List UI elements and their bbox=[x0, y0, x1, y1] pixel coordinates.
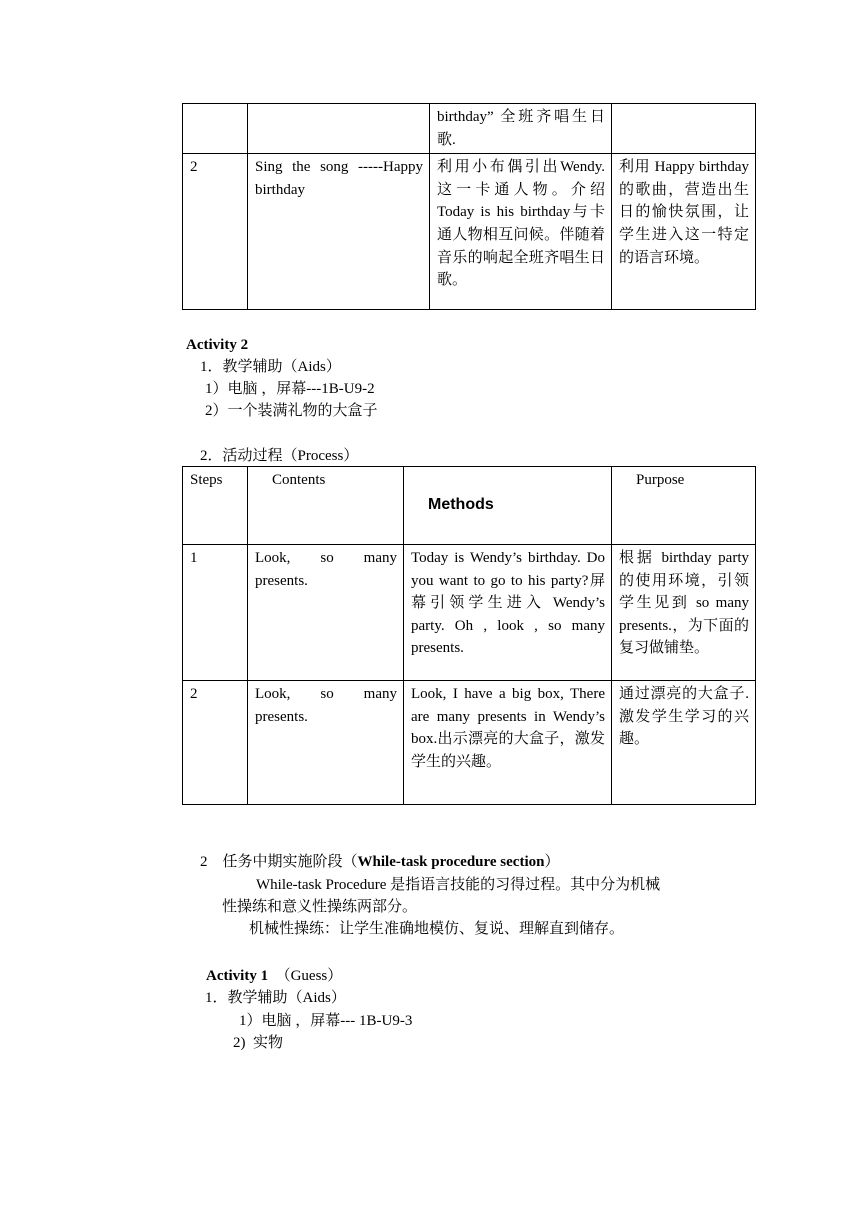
step-cell bbox=[183, 104, 248, 154]
table-row bbox=[183, 681, 756, 805]
table-row bbox=[183, 545, 756, 681]
section-2-heading-bold: While-task procedure section bbox=[357, 854, 545, 870]
section-2-paragraph-1-line-1: While-task Procedure 是指语言技能的习得过程。其中分为机械 bbox=[256, 877, 661, 893]
activity-2-aids-heading: 1．教学辅助（Aids） bbox=[200, 359, 341, 375]
table-header-row bbox=[183, 467, 756, 545]
lesson-table-top bbox=[182, 103, 756, 310]
table-row bbox=[183, 154, 756, 310]
activity-1-aids-item-2: 2) 实物 bbox=[233, 1035, 283, 1051]
activity-2-aids-item-2: 2）一个装满礼物的大盒子 bbox=[205, 403, 378, 419]
content-cell: Look, so many presents. bbox=[248, 545, 404, 681]
header-methods-label: Methods bbox=[428, 496, 494, 514]
activity-2-process-heading: 2．活动过程（Process） bbox=[200, 448, 359, 464]
content-cell: Sing the song -----Happy birthday bbox=[248, 154, 430, 310]
purpose-cell: 利用 Happy birthday的歌曲，营造出生日的愉快氛围，让学生进入这一特定的语言环境。 bbox=[612, 154, 756, 310]
activity-2-title: Activity 2 bbox=[186, 337, 249, 353]
method-cell: birthday” 全班齐唱生日歌. bbox=[430, 104, 612, 154]
header-steps: Steps bbox=[183, 467, 248, 545]
section-2-heading bbox=[200, 851, 559, 873]
purpose-cell: 通过漂亮的大盒子.激发学生学习的兴趣。 bbox=[612, 681, 756, 805]
section-2-paragraph-1-line-2: 性操练和意义性操练两部分。 bbox=[222, 899, 418, 915]
section-2-paragraph-2: 机械性操练：让学生准确地模仿、复说、理解直到储存。 bbox=[249, 921, 625, 937]
method-cell: 利用小布偶引出Wendy. 这一卡通人物。介绍Today is his birthday与卡通人物相互问候。伴随着音乐的响起全班齐唱生日歌。 bbox=[430, 154, 612, 310]
activity-1-aids-item-1: 1）电脑 ，屏幕--- 1B-U9-3 bbox=[239, 1013, 413, 1029]
activity-1-subtitle: （Guess） bbox=[275, 968, 343, 984]
content-cell bbox=[248, 104, 430, 154]
section-2-heading-prefix: 2 任务中期实施阶段（ bbox=[200, 854, 358, 870]
section-2-heading-suffix: ） bbox=[544, 854, 560, 870]
table-row bbox=[183, 104, 756, 154]
header-contents bbox=[248, 467, 404, 545]
header-contents-label: Contents bbox=[272, 472, 326, 488]
step-cell: 2 bbox=[183, 681, 248, 805]
step-cell: 1 bbox=[183, 545, 248, 681]
activity-1-heading bbox=[206, 965, 342, 987]
method-cell: Look, I have a big box, There are many presents in Wendy’s box.出示漂亮的大盒子，激发学生的兴趣。 bbox=[404, 681, 612, 805]
activity-2-aids-item-1: 1）电脑 ，屏幕---1B-U9-2 bbox=[205, 381, 375, 397]
activity-1-title: Activity 1 bbox=[206, 968, 269, 984]
header-purpose bbox=[612, 467, 756, 545]
purpose-cell: 根据 birthday party 的使用环境，引领学生见到 so many presents.，为下面的复习做铺垫。 bbox=[612, 545, 756, 681]
method-cell: Today is Wendy’s birthday. Do you want to go to his party?屏幕引领学生进入 Wendy’s party. Oh , look , so many presents. bbox=[404, 545, 612, 681]
header-purpose-label: Purpose bbox=[636, 472, 685, 488]
activity-1-aids-heading: 1．教学辅助（Aids） bbox=[205, 990, 346, 1006]
content-cell: Look, so many presents. bbox=[248, 681, 404, 805]
step-cell: 2 bbox=[183, 154, 248, 310]
process-table bbox=[182, 466, 756, 805]
header-methods bbox=[404, 467, 612, 545]
purpose-cell bbox=[612, 104, 756, 154]
